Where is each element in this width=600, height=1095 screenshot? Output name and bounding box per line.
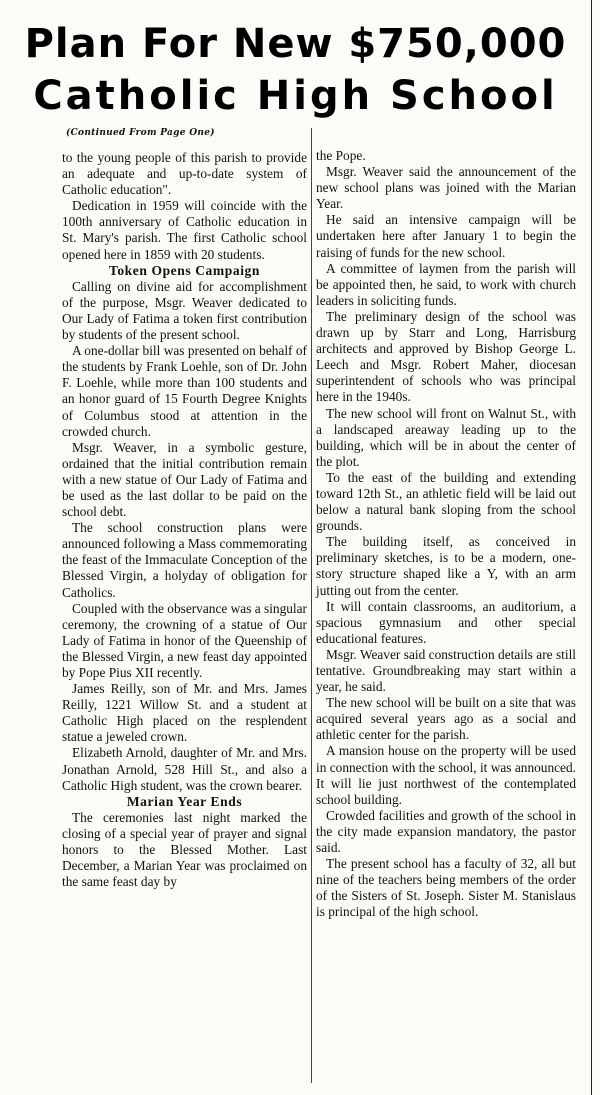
left-column: [62, 150, 307, 890]
paragraph: It will contain classrooms, an auditorium, a spacious gymnasium and other special educational features.: [316, 598, 576, 646]
paragraph: Crowded facilities and growth of the school in the city made expansion mandatory, the pastor said.: [316, 807, 576, 856]
paragraph: James Reilly, son of Mr. and Mrs. James Reilly, 1221 Willow St. and a student at Catholic High placed on the resplendent statue a jeweled crown.: [62, 681, 307, 745]
headline-line-2: Catholic High School: [33, 73, 558, 119]
subhead-marian-year-ends: Marian Year Ends: [126, 793, 243, 809]
paragraph: the Pope.: [316, 148, 366, 163]
paragraph: A mansion house on the property will be used in connection with the school, it was announced. It will lie just northwest of the contemplated school building.: [316, 743, 576, 807]
paragraph: Msgr. Weaver said the announcement of the new school plans was joined with the Marian Year.: [316, 164, 576, 212]
right-column: [316, 148, 576, 921]
clipping-edge-rule: [591, 0, 592, 1095]
paragraph: A one-dollar bill was presented on behalf of the students by Frank Loehle, son of Dr. John F. Loehle, while more than 100 students and an honor guard of 15 Fourth Degree Knights of Columbus stood at attention in the crowded church.: [62, 343, 307, 439]
column-divider: [311, 128, 312, 1083]
paragraph: The preliminary design of the school was drawn up by Starr and Long, Harrisburg architects and approved by Bishop George L. Leech and Msgr. Robert Maher, diocesan superintendent of schools who was principal here in the 1940s.: [316, 308, 576, 405]
paragraph: Msgr. Weaver said construction details are still tentative. Groundbreaking may start within a year, he said.: [316, 646, 576, 695]
paragraph: Coupled with the observance was a singular ceremony, the crowning of a statue of Our Lady of Fatima in honor of the Queenship of the Blessed Virgin, a new feast day appointed by Pope Pius XII recently.: [62, 600, 307, 680]
paragraph: He said an intensive campaign will be undertaken here after January 1 to begin the raising of funds for the new school.: [316, 212, 576, 260]
paragraph: The present school has a faculty of 32, all but nine of the teachers being members of the order of the Sisters of St. Joseph. Sister M. Stanislaus is principal of the high school.: [316, 856, 576, 920]
paragraph: Elizabeth Arnold, daughter of Mr. and Mrs. Jonathan Arnold, 528 Hill St., and also a Catholic High student, was the crown bearer.: [62, 745, 307, 793]
subhead-token-opens-campaign: Token Opens Campaign: [108, 262, 261, 278]
paragraph: The school construction plans were announced following a Mass commemorating the feast of the Immaculate Conception of the Blessed Virgin, a holyday of obligation for Catholics.: [62, 520, 307, 600]
paragraph: Dedication in 1959 will coincide with the 100th anniversary of Catholic education in St. Mary's parish. The first Catholic school opened here in 1859 with 20 students.: [62, 198, 307, 262]
paragraph: Msgr. Weaver, in a symbolic gesture, ordained that the initial contribution remain with a new statue of Our Lady of Fatima and be used as the last dollar to be paid on the school debt.: [62, 439, 307, 520]
headline-line-1: Plan For New $750,000: [24, 21, 567, 67]
paragraph: A committee of laymen from the parish will be appointed then, he said, to work with church leaders in soliciting funds.: [316, 260, 576, 308]
headline: [8, 18, 583, 122]
paragraph: To the east of the building and extending toward 12th St., an athletic field will be laid out below a natural bank sloping from the school grounds.: [316, 469, 576, 534]
paragraph: The building itself, as conceived in preliminary sketches, is to be a modern, one-story structure shaped like a Y, with an arm jutting out from the center.: [316, 534, 576, 598]
paragraph: The new school will be built on a site that was acquired several years ago as a social and athletic center for the parish.: [316, 695, 576, 743]
continued-note: (Continued From Page One): [66, 128, 215, 138]
paragraph: Calling on divine aid for accomplishment of the purpose, Msgr. Weaver dedicated to Our Lady of Fatima a token first contribution by students of the present school.: [62, 278, 307, 343]
paragraph: The ceremonies last night marked the closing of a special year of prayer and signal honors to the Blessed Mother. Last December, a Marian Year was proclaimed on the same feast day by: [62, 809, 307, 890]
paragraph: The new school will front on Walnut St., with a landscaped areaway leading up to the building, which will be in about the center of the plot.: [316, 405, 576, 469]
paragraph: to the young people of this parish to provide an adequate and up-to-date system of Catholic education".: [62, 150, 307, 198]
